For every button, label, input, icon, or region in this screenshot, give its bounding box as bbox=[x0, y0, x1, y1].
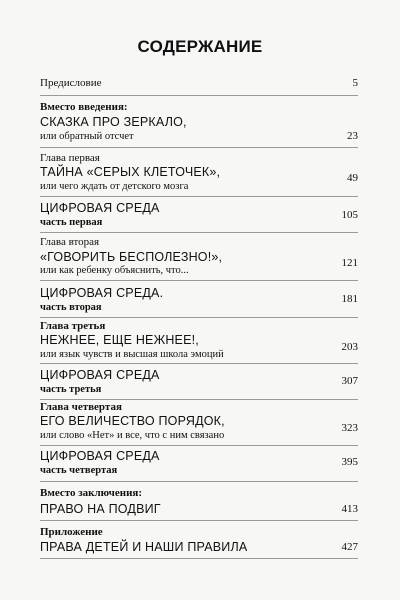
toc-entry-page-number: 181 bbox=[341, 293, 358, 305]
toc-divider bbox=[40, 399, 358, 400]
toc-entry-heading: СКАЗКА ПРО ЗЕРКАЛО, bbox=[40, 115, 187, 129]
toc-entry-label: Вместо введения: bbox=[40, 101, 128, 113]
toc-entry-page-number: 105 bbox=[341, 209, 358, 221]
toc-entry-heading: ПРАВО НА ПОДВИГ bbox=[40, 502, 161, 516]
toc-entry-label: Глава четвертая bbox=[40, 401, 122, 413]
toc-entry-page-number: 395 bbox=[341, 456, 358, 468]
toc-divider bbox=[40, 363, 358, 364]
toc-entry-page-number: 323 bbox=[341, 422, 358, 434]
toc-entry-subtitle: часть первая bbox=[40, 217, 103, 228]
toc-entry-heading: ТАЙНА «СЕРЫХ КЛЕТОЧЕК», bbox=[40, 165, 221, 179]
toc-entry-page-number: 203 bbox=[341, 341, 358, 353]
toc-entry-heading: «ГОВОРИТЬ БЕСПОЛЕЗНО!», bbox=[40, 250, 223, 264]
toc-divider bbox=[40, 280, 358, 281]
toc-entry-heading: НЕЖНЕЕ, ЕЩЕ НЕЖНЕЕ!, bbox=[40, 333, 199, 347]
toc-entry-label: Предисловие bbox=[40, 77, 102, 89]
toc-entry-label: Вместо заключения: bbox=[40, 487, 143, 499]
toc-divider bbox=[40, 558, 358, 559]
page-title: СОДЕРЖАНИЕ bbox=[137, 37, 263, 56]
toc-entry-subtitle: часть четвертая bbox=[40, 465, 118, 476]
toc-entry-page-number: 5 bbox=[352, 77, 358, 89]
toc-entry-page-number: 413 bbox=[341, 503, 358, 515]
toc-divider bbox=[40, 520, 358, 521]
toc-entry-page-number: 49 bbox=[347, 172, 358, 184]
toc-divider bbox=[40, 196, 358, 197]
toc-entry-heading: ЦИФРОВАЯ СРЕДА bbox=[40, 449, 160, 463]
toc-entry-heading: ЦИФРОВАЯ СРЕДА bbox=[40, 368, 160, 382]
toc-entry-heading: ЦИФРОВАЯ СРЕДА. bbox=[40, 286, 164, 300]
toc-divider bbox=[40, 317, 358, 318]
toc-entry-heading: ЕГО ВЕЛИЧЕСТВО ПОРЯДОК, bbox=[40, 414, 225, 428]
toc-entry-page-number: 307 bbox=[341, 375, 358, 387]
toc-entry-page-number: 121 bbox=[341, 257, 358, 269]
toc-entry-heading: ПРАВА ДЕТЕЙ И НАШИ ПРАВИЛА bbox=[40, 540, 248, 554]
toc-divider bbox=[40, 481, 358, 482]
toc-entry-subtitle: или обратный отсчет bbox=[40, 131, 134, 142]
toc-entry-subtitle: часть третья bbox=[40, 384, 102, 395]
toc-entry-subtitle: или чего ждать от детского мозга bbox=[40, 181, 189, 192]
toc-entry-subtitle: или язык чувств и высшая школа эмоций bbox=[40, 349, 224, 360]
toc-entry-subtitle: часть вторая bbox=[40, 302, 102, 313]
toc-divider bbox=[40, 147, 358, 148]
toc-entry-heading: ЦИФРОВАЯ СРЕДА bbox=[40, 201, 160, 215]
toc-entry-subtitle: или как ребенку объяснить, что... bbox=[40, 265, 189, 276]
toc-entry-page-number: 427 bbox=[341, 541, 358, 553]
toc-entry-label: Приложение bbox=[40, 526, 103, 538]
toc-entry-label: Глава третья bbox=[40, 320, 106, 332]
toc-divider bbox=[40, 95, 358, 96]
toc-entry-label: Глава первая bbox=[40, 152, 100, 164]
toc-divider bbox=[40, 445, 358, 446]
toc-entry-subtitle: или слово «Нет» и все, что с ним связано bbox=[40, 430, 225, 441]
toc-entry-label: Глава вторая bbox=[40, 236, 100, 248]
toc-divider bbox=[40, 232, 358, 233]
toc-entry-page-number: 23 bbox=[347, 130, 358, 142]
